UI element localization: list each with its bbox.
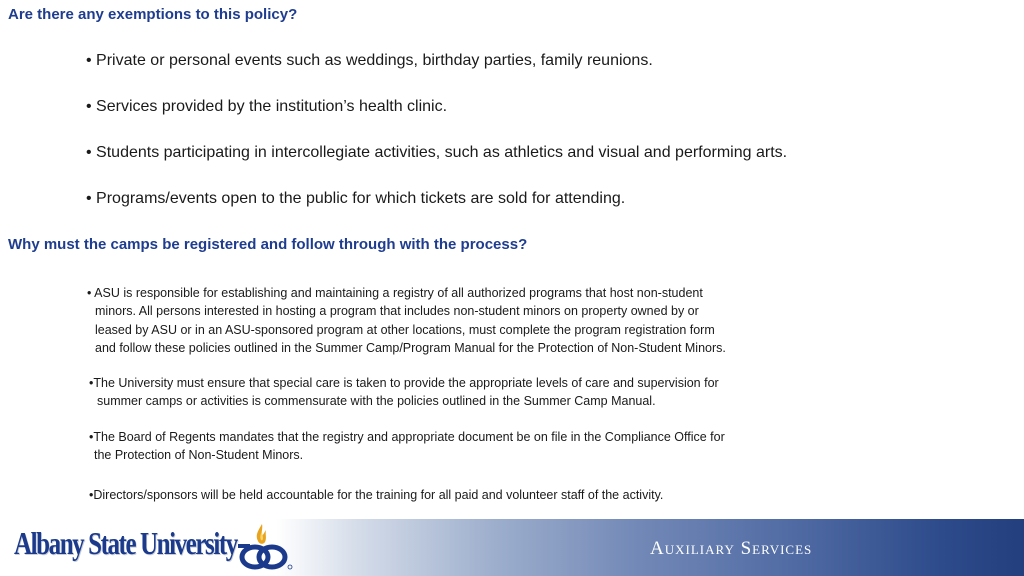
reason-3-line-2: the Protection of Non-Student Minors. [94, 448, 304, 463]
exemption-bullet-3: • Students participating in intercollegiate activities, such as athletics and visual and performing arts. [86, 144, 788, 161]
exemption-bullet-2: • Services provided by the institution’s health clinic. [86, 98, 448, 115]
exemption-bullet-1: • Private or personal events such as weddings, birthday parties, family reunions. [86, 52, 653, 69]
reason-4-line-1: •Directors/sponsors will be held accountable for the training for all paid and volunteer staff of the activity. [89, 488, 664, 502]
logo-wordmark: Albany State University [14, 525, 237, 561]
department-label: Auxiliary Services [650, 538, 813, 559]
reason-1-line-2: minors. All persons interested in hosting a program that includes non-student minors on property owned by or [95, 304, 699, 319]
exemption-bullet-4: • Programs/events open to the public for which tickets are sold for attending. [86, 190, 626, 207]
reason-2-line-2: summer camps or activities is commensurate with the policies outlined in the Summer Camp Manual. [97, 394, 656, 409]
university-logo [14, 522, 294, 572]
reason-paragraph-2 [89, 374, 719, 411]
reason-paragraph-3 [89, 428, 725, 465]
reason-2-line-1: •The University must ensure that special care is taken to provide the appropriate levels of care and supervision for [89, 376, 719, 390]
reason-paragraph-1 [87, 284, 726, 358]
reason-3-line-1: •The Board of Regents mandates that the registry and appropriate document be on file in the Compliance Office for [89, 430, 725, 444]
exemptions-heading: Are there any exemptions to this policy? [8, 6, 298, 23]
reason-1-line-4: and follow these policies outlined in the Summer Camp/Program Manual for the Protection of Non-Student Minors. [95, 341, 726, 356]
flame-seal-icon [228, 522, 294, 572]
registration-heading: Why must the camps be registered and follow through with the process? [8, 236, 528, 253]
reason-1-line-1: • ASU is responsible for establishing and maintaining a registry of all authorized programs that host non-student [87, 286, 703, 300]
reason-paragraph-4 [89, 486, 663, 504]
reason-1-line-3: leased by ASU or in an ASU-sponsored program at other locations, must complete the program registration form [95, 322, 715, 337]
